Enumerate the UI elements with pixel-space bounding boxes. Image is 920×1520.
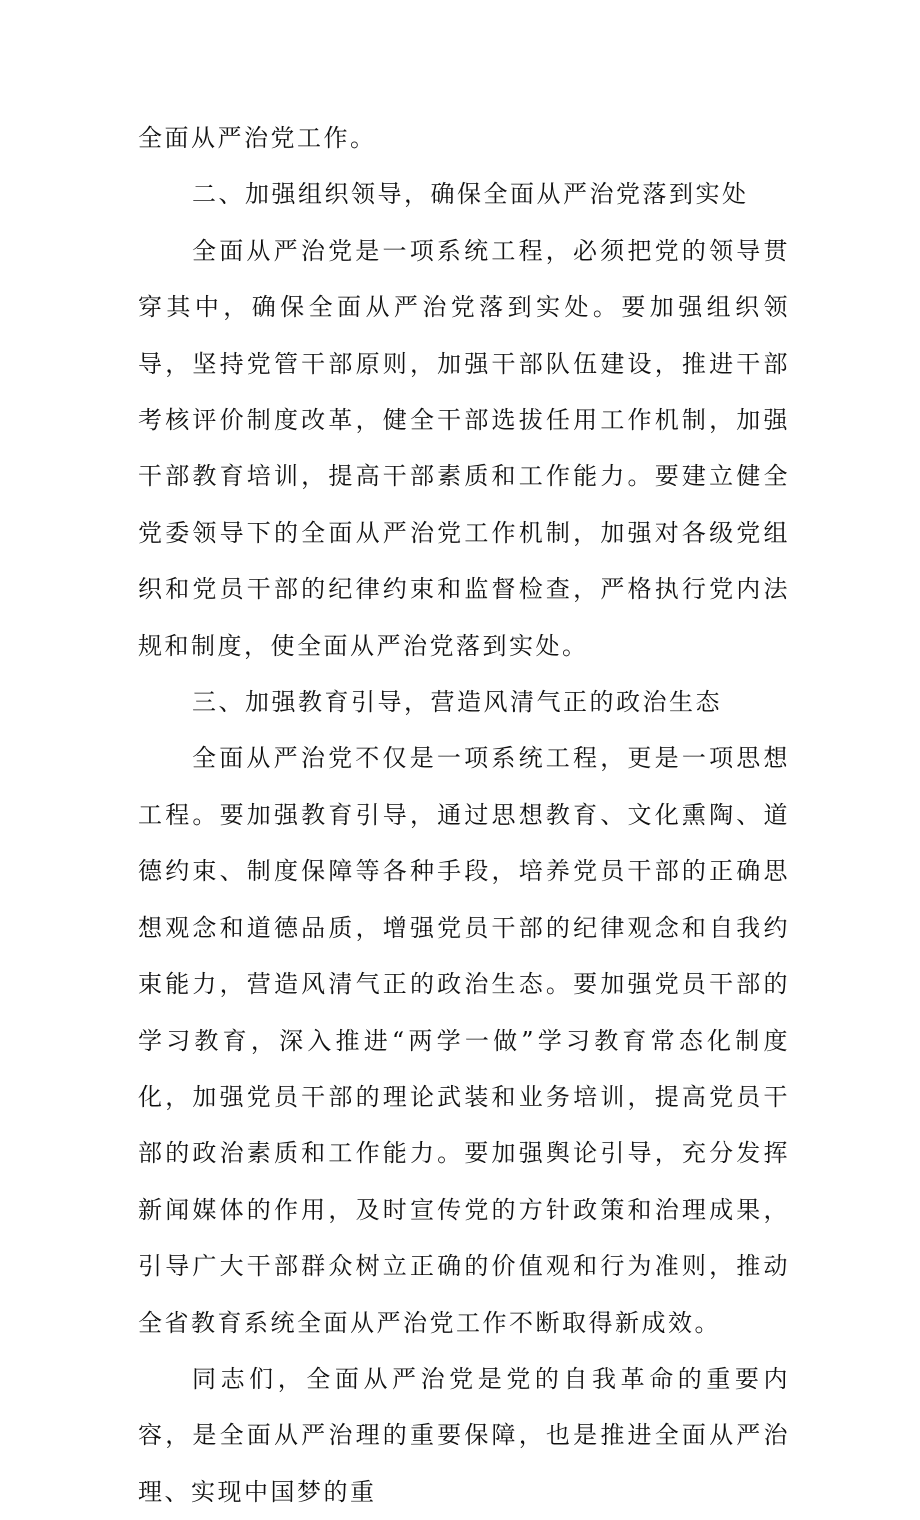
document-body xyxy=(138,110,790,1520)
section-heading-3: 三、加强教育引导，营造风清气正的政治生态 xyxy=(192,688,722,717)
paragraph-conclusion: 同志们，全面从严治党是党的自我革命的重要内容，是全面从严治理的重要保障，也是推进全面从严治理、实现中国梦的重 xyxy=(138,1364,790,1506)
paragraph-continuation: 全面从严治党工作。 xyxy=(138,124,377,152)
paragraph-organization: 全面从严治党是一项系统工程，必须把党的领导贯穿其中，确保全面从严治党落到实处。要加强组织领导，坚持党管干部原则，加强干部队伍建设，推进干部考核评价制度改革，健全干部选拔任用工作机制，加强干部教育培训，提高干部素质和工作能力。要建立健全党委领导下的全面从严治党工作机制，加强对各级党组织和党员干部的纪律约束和监督检查，严格执行党内法规和制度，使全面从严治党落到实处。 xyxy=(138,236,790,660)
paragraph-education: 全面从严治党不仅是一项系统工程，更是一项思想工程。要加强教育引导，通过思想教育、文化熏陶、道德约束、制度保障等各种手段，培养党员干部的正确思想观念和道德品质，增强党员干部的纪律观念和自我约束能力，营造风清气正的政治生态。要加强党员干部的学习教育，深入推进“两学一做”学习教育常态化制度化，加强党员干部的理论武装和业务培训，提高党员干部的政治素质和工作能力。要加强舆论引导，充分发挥新闻媒体的作用，及时宣传党的方针政策和治理成果，引导广大干部群众树立正确的价值观和行为准则，推动全省教育系统全面从严治党工作不断取得新成效。 xyxy=(138,744,790,1337)
section-heading-2: 二、加强组织领导，确保全面从严治党落到实处 xyxy=(192,180,749,209)
